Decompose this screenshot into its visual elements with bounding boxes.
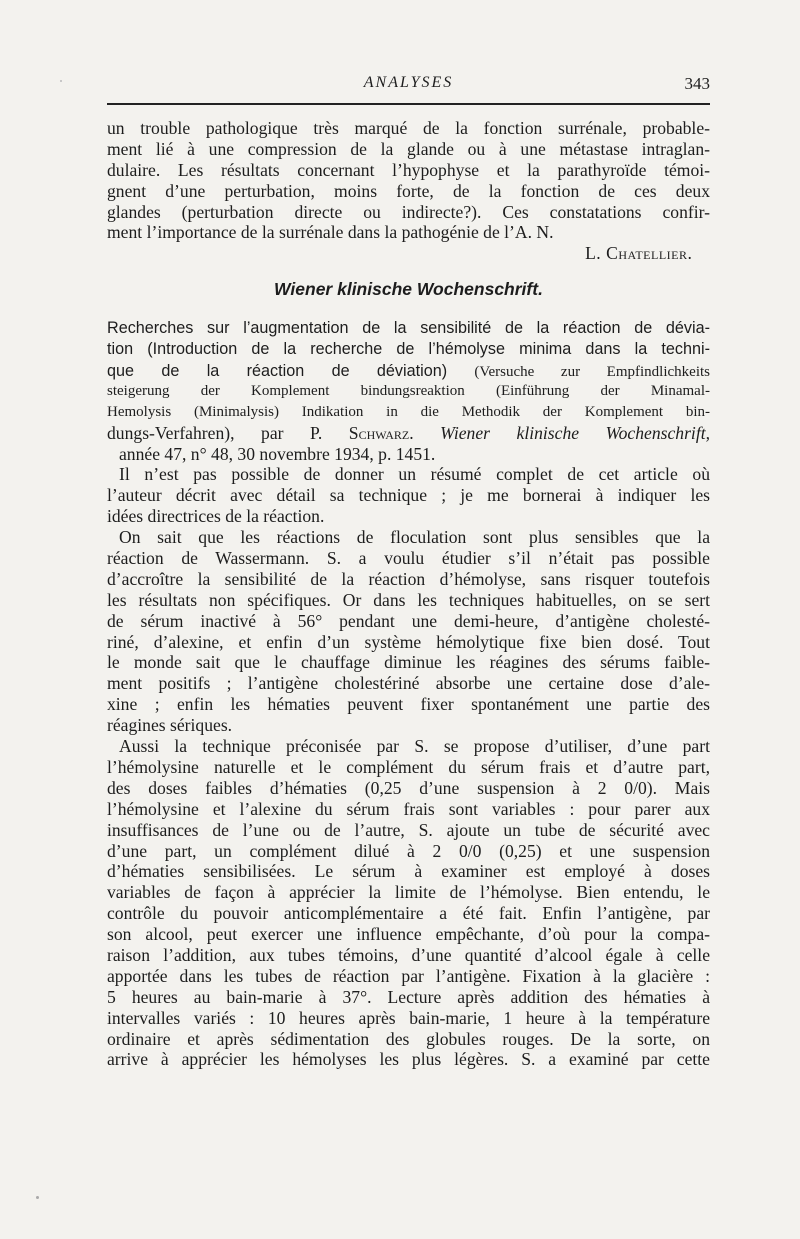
text-line: Il n’est pas possible de donner un résumé complet de cet article où (119, 464, 710, 485)
text-line: de sérum inactivé à 56° pendant une demi-heure, d’antigène cholesté- (107, 610, 710, 631)
article-title-line: Recherches sur l’augmentation de la sensibilité de la réaction de dévia- (107, 319, 710, 338)
text-line: l’hémolysine et l’alexine du sérum frais sont variables : pour parer aux (107, 798, 710, 819)
header-rule (107, 103, 710, 105)
text-line: contrôle du pouvoir anticomplémentaire a été fait. Enfin l’antigène, par (107, 903, 710, 924)
text-line: d’une part, un complément dilué à 2 0/0 (0,25) et une suspension (107, 840, 710, 861)
text-line: d’accroître la sensibilité de la réaction d’hémolyse, sans risquer toutefois (107, 568, 710, 589)
article-citation: année 47, n° 48, 30 novembre 1934, p. 1451. (119, 443, 436, 464)
text-line: raison l’addition, aux tubes témoins, d’une quantité d’alcool égale à celle (107, 944, 710, 965)
text-line: le monde sait que le chauffage diminue les réagines des sérums faible- (107, 652, 710, 673)
margin-speck (36, 1196, 39, 1199)
article-title-line: tion (Introduction de la recherche de l’hémolyse minima dans la techni- (107, 340, 710, 359)
article-german-title-line: Hemolysis (Minimalysis) Indikation in die Methodik der Komplement bin- (107, 403, 710, 420)
article-journal: Wiener klinische Wochenschrift, (440, 422, 710, 443)
reviewer-signature: L. Chatellier. (585, 243, 693, 264)
text-line: gnent d’une perturbation, moins forte, de la fonction de ces deux (107, 180, 710, 201)
text-line: des doses faibles d’hématies (0,25 d’une suspension à 2 0/0). Mais (107, 777, 710, 798)
text-line: réagines sériques. (107, 715, 233, 736)
text-line: apportée dans les tubes de réaction par l’antigène. Fixation à la glacière : (107, 965, 710, 986)
page-number: 343 (684, 74, 710, 93)
previous-review-ending (107, 118, 710, 264)
text-line: ment lié à une compression de la glande ou à une métastase intraglan- (107, 138, 710, 159)
text-line: insuffisances de l’une ou de l’autre, S. ajoute un tube de sécurité avec (107, 819, 710, 840)
text-line: intervalles variés : 10 heures après bain-marie, 1 heure à la température (107, 1007, 710, 1028)
text-line: réaction de Wassermann. S. a voulu étudier s’il n’était pas possible (107, 548, 710, 569)
text-line: Aussi la technique préconisée par S. se propose d’utiliser, d’une part (119, 736, 710, 757)
text-line: riné, d’alexine, et enfin d’un système hémolytique fixe bien dosé. Tout (107, 631, 710, 652)
text-column (107, 118, 710, 1070)
text-line: un trouble pathologique très marqué de la fonction surrénale, probable- (107, 118, 710, 138)
text-line: ment positifs ; l’antigène cholestériné absorbe une certaine dose d’ale- (107, 673, 710, 694)
article-title-tail: que de la réaction de déviation) (107, 362, 448, 381)
journal-heading: Wiener klinische Wochenschrift. (274, 279, 543, 300)
text-line: l’hémolysine naturelle et le complément du sérum frais et d’autre part, (107, 756, 710, 777)
text-line: variables de façon à apprécier la limite de l’hémolyse. Bien entendu, le (107, 882, 710, 903)
text-line: l’auteur décrit avec détail sa technique ; je me bornerai à indiquer les (107, 485, 710, 506)
text-line: 5 heures au bain-marie à 37°. Lecture après addition des hématies à (107, 986, 710, 1007)
article-author-line (107, 423, 710, 444)
text-line: glandes (perturbation directe ou indirecte?). Ces constatations confir- (107, 201, 710, 222)
review-body (107, 464, 710, 1070)
article-german-title-start: (Versuche zur Empfindlichkeits (474, 364, 710, 381)
article-title-line-mixed (107, 360, 710, 381)
text-line: son alcool, peut exercer une influence empêchante, d’où pour la compa- (107, 924, 710, 945)
page-header (107, 72, 710, 100)
article-author: Schwarz. (348, 422, 414, 443)
text-line: xine ; enfin les hématies peuvent fixer spontanément une partie des (107, 694, 710, 715)
text-line: arrive à apprécier les hémolyses les plus légères. S. a examiné par cette (107, 1049, 710, 1070)
text-line: idées directrices de la réaction. (107, 506, 325, 527)
reviewer-signature-line (107, 243, 710, 264)
article-ref-text: dungs-Verfahren), par P. (107, 422, 323, 443)
text-line: d’hématies sensibilisées. Le sérum à examiner est employé à doses (107, 861, 710, 882)
text-line: ment l’importance de la surrénale dans la pathogénie de l’A. N. (107, 222, 554, 243)
margin-speck (60, 80, 62, 82)
article-german-title-line: steigerung der Komplement bindungsreaktion (Einführung der Minamal- (107, 382, 710, 399)
text-line: On sait que les réactions de floculation sont plus sensibles que la (119, 527, 710, 548)
article-reference (107, 318, 710, 464)
text-line: dulaire. Les résultats concernant l’hypophyse et la parathyroïde témoi- (107, 159, 710, 180)
text-line: les résultats non spécifiques. Or dans les techniques habituelles, on se sert (107, 589, 710, 610)
text-line: ordinaire et après sédimentation des globules rouges. De la sorte, on (107, 1028, 710, 1049)
running-title: ANALYSES (363, 74, 454, 91)
